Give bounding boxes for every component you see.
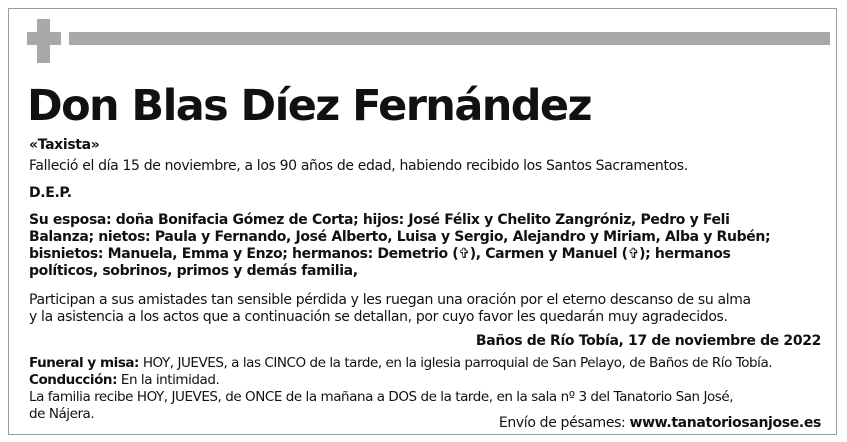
condolences [499, 415, 821, 432]
invitation-line: y la asistencia a los actos que a continuación se detallan, por cuyo favor les quedarán muy agradecidos. [29, 309, 728, 325]
funeral-text: HOY, JUEVES, a las CINCO de la tarde, en la iglesia parroquial de San Pelayo, de Baños de Río Tobía. [139, 355, 773, 371]
condolences-link[interactable]: www.tanatoriosanjose.es [629, 415, 821, 431]
nickname: «Taxista» [29, 137, 100, 153]
conduction-label: Conducción: [29, 372, 118, 388]
family-line: políticos, sobrinos, primos y demás familia, [29, 263, 358, 279]
family-line: bisnietos: Manuela, Emma y Enzo; hermanos: Demetrio (✞), Carmen y Manuel (✞); hermanos [29, 246, 731, 262]
deceased-name: Don Blas Díez Fernández [27, 81, 591, 131]
conduction-info [29, 372, 219, 389]
invitation-line: Participan a sus amistades tan sensible pérdida y les ruegan una oración por el eterno descanso de su alma [29, 292, 751, 308]
obituary-card [8, 8, 837, 435]
condolences-label: Envío de pésames: [498, 415, 630, 431]
family-line: Balanza; nietos: Paula y Fernando, José Alberto, Luisa y Sergio, Alejandro y Miriam, Alba y Rubén; [29, 229, 771, 245]
reception-line: La familia recibe HOY, JUEVES, de ONCE de la mañana a DOS de la tarde, en la sala nº 3 del Tanatorio San José, [29, 389, 734, 405]
header-rule [69, 32, 830, 45]
dep-text: D.E.P. [29, 185, 72, 201]
place-date: Baños de Río Tobía, 17 de noviembre de 2022 [475, 333, 821, 349]
family-line: Su esposa: doña Bonifacia Gómez de Corta; hijos: José Félix y Chelito Zangróniz, Pedro y Feli [29, 212, 730, 228]
latin-cross-icon [27, 19, 61, 63]
reception-line: de Nájera. [29, 406, 95, 422]
death-notice: Falleció el día 15 de noviembre, a los 90 años de edad, habiendo recibido los Santos Sacramentos. [29, 158, 688, 174]
funeral-info [29, 355, 772, 372]
conduction-text: En la intimidad. [117, 372, 220, 388]
funeral-label: Funeral y misa: [29, 355, 140, 371]
